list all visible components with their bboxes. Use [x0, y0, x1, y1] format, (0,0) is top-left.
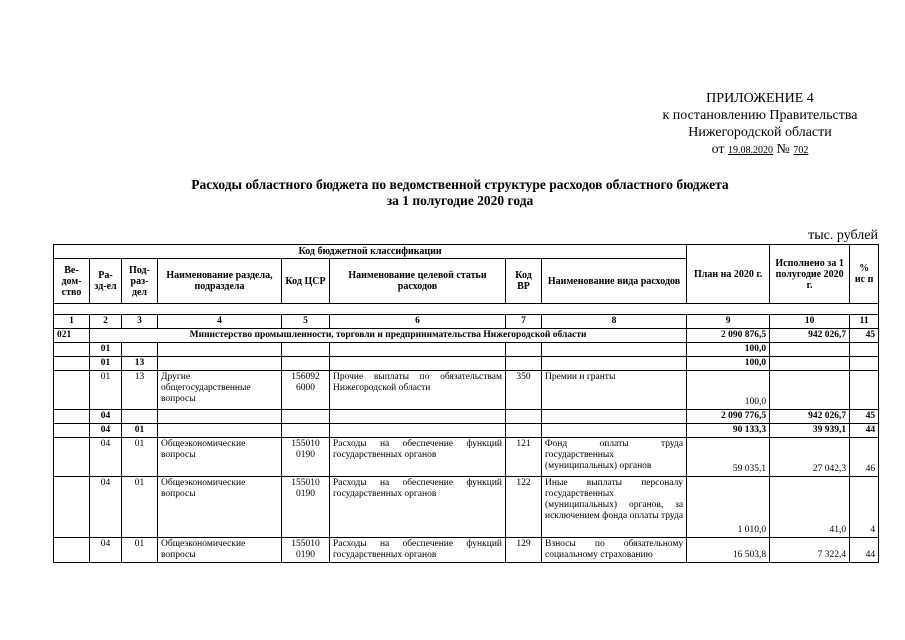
vr-cell: 129 [506, 538, 542, 563]
csr-cell [282, 410, 330, 424]
razdel-cell: 01 [90, 343, 122, 357]
document-title [60, 177, 860, 209]
ministry-name: Министерство промышленности, торговли и предпринимательства Нижегородской области [90, 329, 687, 343]
ved-cell [54, 477, 90, 538]
csr-name-cell: Прочие выплаты по обязательствам Нижегородской области [330, 371, 506, 410]
plan-cell: 59 035,1 [687, 438, 770, 477]
approval-number: 702 [793, 145, 809, 156]
percent-cell [850, 371, 879, 410]
vr-name-cell [542, 410, 687, 424]
plan-cell: 2 090 776,5 [687, 410, 770, 424]
podrazdel-cell [122, 343, 158, 357]
podrazdel-cell: 01 [122, 477, 158, 538]
ministry-plan: 2 090 876,5 [687, 329, 770, 343]
vr-header: Код ВР [506, 259, 542, 304]
ved-cell [54, 424, 90, 438]
approval-line-2: к постановлению Правительства [662, 108, 858, 123]
column-number: 1 [54, 315, 90, 329]
table-body [54, 304, 879, 563]
podrazdel-cell: 13 [122, 357, 158, 371]
vr-name-cell: Взносы по обязательному социальному страхованию [542, 538, 687, 563]
column-number: 3 [122, 315, 158, 329]
gap-row [54, 304, 879, 315]
vr-name-cell: Фонд оплаты труда государственных (муниципальных) органов [542, 438, 687, 477]
razdel-header: Ра-зд-ел [90, 259, 122, 304]
plan-cell: 1 010,0 [687, 477, 770, 538]
title-line-1: Расходы областного бюджета по ведомственной структуре расходов областного бюджета [191, 177, 729, 192]
table-row [54, 477, 879, 538]
column-number: 11 [850, 315, 879, 329]
ved-cell [54, 438, 90, 477]
plan-cell: 16 503,8 [687, 538, 770, 563]
column-number: 5 [282, 315, 330, 329]
ved-cell [54, 538, 90, 563]
executed-cell [770, 371, 850, 410]
vr-name-cell: Премии и гранты [542, 371, 687, 410]
budget-table [53, 244, 879, 563]
vr-name-cell [542, 343, 687, 357]
vr-cell: 121 [506, 438, 542, 477]
column-number: 2 [90, 315, 122, 329]
plan-cell: 100,0 [687, 371, 770, 410]
podrazdel-cell: 01 [122, 438, 158, 477]
percent-cell: 4 [850, 477, 879, 538]
csr-name-cell [330, 410, 506, 424]
vr-cell [506, 357, 542, 371]
percent-cell: 44 [850, 424, 879, 438]
ved-cell [54, 343, 90, 357]
table-row [54, 410, 879, 424]
vr-cell: 122 [506, 477, 542, 538]
razdel-name-cell [158, 424, 282, 438]
razdel-name-cell [158, 343, 282, 357]
csr-name-cell [330, 357, 506, 371]
approval-line-1: ПРИЛОЖЕНИЕ 4 [706, 91, 814, 106]
csr-cell: 156092 6000 [282, 371, 330, 410]
razdel-cell: 04 [90, 438, 122, 477]
units-label: тыс. рублей [808, 228, 878, 243]
executed-cell: 942 026,7 [770, 410, 850, 424]
column-number: 8 [542, 315, 687, 329]
vr-cell [506, 343, 542, 357]
approval-date-line [640, 141, 880, 159]
razdel-cell: 01 [90, 371, 122, 410]
razdel-name-cell [158, 410, 282, 424]
csr-cell [282, 424, 330, 438]
vr-cell [506, 410, 542, 424]
executed-cell: 27 042,3 [770, 438, 850, 477]
razdel-cell: 04 [90, 424, 122, 438]
percent-header: % ис п [850, 245, 879, 304]
table-row [54, 343, 879, 357]
percent-cell: 45 [850, 410, 879, 424]
razdel-name-cell: Другие общегосударственные вопросы [158, 371, 282, 410]
csr-name-header: Наименование целевой статьи расходов [330, 259, 506, 304]
column-number: 9 [687, 315, 770, 329]
table-row [54, 371, 879, 410]
table-row [54, 438, 879, 477]
podrazdel-header: Под-раз-дел [122, 259, 158, 304]
executed-cell [770, 343, 850, 357]
razdel-cell: 01 [90, 357, 122, 371]
csr-cell [282, 343, 330, 357]
executed-header: Исполнено за 1 полугодие 2020 г. [770, 245, 850, 304]
csr-cell: 155010 0190 [282, 538, 330, 563]
ved-cell [54, 371, 90, 410]
csr-cell: 155010 0190 [282, 477, 330, 538]
table-row [54, 538, 879, 563]
executed-cell: 39 939,1 [770, 424, 850, 438]
plan-cell: 100,0 [687, 343, 770, 357]
csr-name-cell [330, 424, 506, 438]
podrazdel-cell: 01 [122, 538, 158, 563]
ved-cell [54, 357, 90, 371]
table-row [54, 357, 879, 371]
ministry-row [54, 329, 879, 343]
razdel-name-header: Наименование раздела, подраздела [158, 259, 282, 304]
podrazdel-cell [122, 410, 158, 424]
vr-cell [506, 424, 542, 438]
plan-cell: 90 133,3 [687, 424, 770, 438]
vr-name-header: Наименование вида расходов [542, 259, 687, 304]
razdel-cell: 04 [90, 538, 122, 563]
razdel-name-cell [158, 357, 282, 371]
podrazdel-cell: 13 [122, 371, 158, 410]
approval-block [640, 90, 880, 159]
column-number: 4 [158, 315, 282, 329]
razdel-name-cell: Общеэкономические вопросы [158, 538, 282, 563]
csr-name-cell [330, 343, 506, 357]
column-number: 6 [330, 315, 506, 329]
ved-header: Ве-дом-ство [54, 259, 90, 304]
csr-header: Код ЦСР [282, 259, 330, 304]
csr-cell [282, 357, 330, 371]
from-label: от [711, 142, 725, 157]
ministry-executed: 942 026,7 [770, 329, 850, 343]
percent-cell: 46 [850, 438, 879, 477]
csr-cell: 155010 0190 [282, 438, 330, 477]
table-row [54, 424, 879, 438]
vr-name-cell [542, 424, 687, 438]
razdel-name-cell: Общеэкономические вопросы [158, 438, 282, 477]
razdel-cell: 04 [90, 410, 122, 424]
number-label: № [776, 142, 790, 157]
ved-cell [54, 410, 90, 424]
csr-name-cell: Расходы на обеспечение функций государственных органов [330, 477, 506, 538]
column-number-row [54, 315, 879, 329]
approval-date: 19.08.2020 [728, 145, 774, 156]
header-row-1 [54, 245, 879, 259]
percent-cell: 44 [850, 538, 879, 563]
ministry-percent: 45 [850, 329, 879, 343]
csr-name-cell: Расходы на обеспечение функций государственных органов [330, 538, 506, 563]
razdel-cell: 04 [90, 477, 122, 538]
column-number: 7 [506, 315, 542, 329]
executed-cell: 41,0 [770, 477, 850, 538]
csr-name-cell: Расходы на обеспечение функций государственных органов [330, 438, 506, 477]
podrazdel-cell: 01 [122, 424, 158, 438]
executed-cell: 7 322,4 [770, 538, 850, 563]
plan-cell: 100,0 [687, 357, 770, 371]
razdel-name-cell: Общеэкономические вопросы [158, 477, 282, 538]
title-line-2: за 1 полугодие 2020 года [386, 193, 534, 208]
ministry-ved: 021 [54, 329, 90, 343]
plan-header: План на 2020 г. [687, 245, 770, 304]
column-number: 10 [770, 315, 850, 329]
executed-cell [770, 357, 850, 371]
percent-cell [850, 357, 879, 371]
approval-line-3: Нижегородской области [688, 125, 832, 140]
vr-name-cell: Иные выплаты персоналу государственных (муниципальных) органов, за исключением фонда оплаты труда [542, 477, 687, 538]
kbk-header: Код бюджетной классификации [54, 245, 687, 259]
percent-cell [850, 343, 879, 357]
vr-name-cell [542, 357, 687, 371]
vr-cell: 350 [506, 371, 542, 410]
